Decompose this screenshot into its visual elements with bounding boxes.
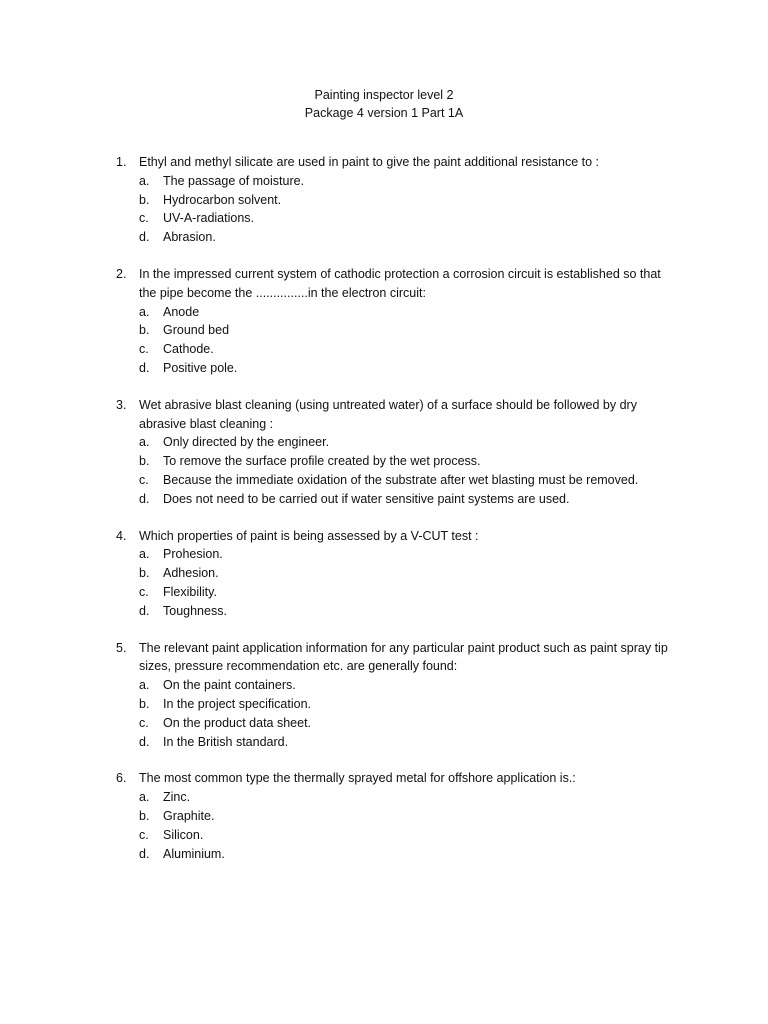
option-a bbox=[0, 788, 723, 807]
question-4 bbox=[0, 527, 768, 621]
option-text: Cathode. bbox=[163, 342, 214, 357]
option-b bbox=[0, 564, 723, 583]
question-stem bbox=[0, 769, 669, 788]
option-text: On the paint containers. bbox=[163, 678, 296, 693]
question-text: Wet abrasive blast cleaning (using untreated water) of a surface should be followed by dry abrasive blast cleaning : bbox=[139, 397, 637, 431]
option-text: Only directed by the engineer. bbox=[163, 435, 330, 450]
option-letter: a. bbox=[139, 304, 150, 319]
option-letter: b. bbox=[139, 808, 150, 823]
option-list bbox=[0, 303, 768, 378]
option-c bbox=[0, 583, 723, 602]
option-b bbox=[0, 807, 723, 826]
option-text: Prohesion. bbox=[163, 547, 223, 562]
option-list bbox=[0, 172, 768, 247]
question-6 bbox=[0, 769, 768, 863]
option-b bbox=[0, 452, 723, 471]
question-3 bbox=[0, 396, 768, 509]
question-number: 2. bbox=[116, 266, 127, 281]
option-letter: c. bbox=[139, 211, 149, 226]
option-text: Graphite. bbox=[163, 808, 215, 823]
option-letter: a. bbox=[139, 435, 150, 450]
option-letter: c. bbox=[139, 472, 149, 487]
option-a bbox=[0, 172, 723, 191]
option-letter: d. bbox=[139, 230, 150, 245]
option-letter: d. bbox=[139, 846, 150, 861]
option-letter: c. bbox=[139, 342, 149, 357]
option-c bbox=[0, 714, 723, 733]
option-letter: c. bbox=[139, 715, 149, 730]
option-a bbox=[0, 303, 723, 322]
option-text: On the product data sheet. bbox=[163, 715, 312, 730]
option-b bbox=[0, 695, 723, 714]
option-text: The passage of moisture. bbox=[163, 173, 305, 188]
option-list bbox=[0, 788, 768, 863]
option-c bbox=[0, 340, 723, 359]
option-d bbox=[0, 733, 723, 752]
option-text: To remove the surface profile created by the wet process. bbox=[163, 454, 481, 469]
question-stem bbox=[0, 265, 669, 303]
option-text: In the project specification. bbox=[163, 696, 311, 711]
option-letter: a. bbox=[139, 547, 150, 562]
option-letter: d. bbox=[139, 360, 150, 375]
option-d bbox=[0, 602, 723, 621]
option-c bbox=[0, 209, 723, 228]
question-number: 6. bbox=[116, 771, 127, 786]
option-list bbox=[0, 676, 768, 751]
document-title bbox=[0, 86, 768, 122]
option-text: Does not need to be carried out if water sensitive paint systems are used. bbox=[163, 491, 570, 506]
option-text: In the British standard. bbox=[163, 734, 289, 749]
option-letter: d. bbox=[139, 603, 150, 618]
question-text: Which properties of paint is being assessed by a V-CUT test : bbox=[139, 528, 479, 543]
title-line-2: Package 4 version 1 Part 1A bbox=[304, 106, 464, 120]
question-text: The most common type the thermally sprayed metal for offshore application is.: bbox=[139, 771, 576, 786]
option-letter: b. bbox=[139, 323, 150, 338]
option-letter: a. bbox=[139, 173, 150, 188]
option-text: Hydrocarbon solvent. bbox=[163, 192, 282, 207]
option-a bbox=[0, 676, 723, 695]
option-d bbox=[0, 359, 723, 378]
option-a bbox=[0, 433, 723, 452]
option-text: Aluminium. bbox=[163, 846, 225, 861]
question-text: The relevant paint application information for any particular paint product such as paint spray tip sizes, pressure recommendation etc. are generally found: bbox=[139, 640, 668, 674]
option-text: Zinc. bbox=[163, 790, 191, 805]
option-d bbox=[0, 845, 723, 864]
option-text: Adhesion. bbox=[163, 566, 219, 581]
option-d bbox=[0, 228, 723, 247]
option-letter: a. bbox=[139, 790, 150, 805]
question-stem bbox=[0, 527, 669, 546]
question-5 bbox=[0, 639, 768, 752]
option-d bbox=[0, 490, 723, 509]
option-text: Toughness. bbox=[163, 603, 227, 618]
option-letter: b. bbox=[139, 566, 150, 581]
title-line-1: Painting inspector level 2 bbox=[314, 88, 454, 102]
option-c bbox=[0, 471, 723, 490]
question-number: 3. bbox=[116, 397, 127, 412]
option-letter: c. bbox=[139, 827, 149, 842]
question-text: Ethyl and methyl silicate are used in paint to give the paint additional resistance to : bbox=[139, 155, 599, 169]
option-letter: c. bbox=[139, 584, 149, 599]
option-text: Abrasion. bbox=[163, 230, 216, 245]
option-letter: b. bbox=[139, 696, 150, 711]
option-text: Because the immediate oxidation of the substrate after wet blasting must be removed. bbox=[163, 472, 639, 487]
option-a bbox=[0, 545, 723, 564]
option-b bbox=[0, 321, 723, 340]
question-number: 1. bbox=[116, 155, 127, 169]
option-list bbox=[0, 545, 768, 620]
option-c bbox=[0, 826, 723, 845]
option-letter: d. bbox=[139, 734, 150, 749]
question-list bbox=[0, 153, 768, 881]
option-list bbox=[0, 433, 768, 508]
option-text: Positive pole. bbox=[163, 360, 238, 375]
option-letter: d. bbox=[139, 491, 150, 506]
option-letter: b. bbox=[139, 192, 150, 207]
option-b bbox=[0, 191, 723, 210]
option-text: Silicon. bbox=[163, 827, 204, 842]
option-letter: a. bbox=[139, 678, 150, 693]
option-text: Ground bed bbox=[163, 323, 230, 338]
option-text: UV-A-radiations. bbox=[163, 211, 255, 226]
option-text: Flexibility. bbox=[163, 584, 217, 599]
option-text: Anode bbox=[163, 304, 200, 319]
option-letter: b. bbox=[139, 454, 150, 469]
question-text: In the impressed current system of cathodic protection a corrosion circuit is established so that the pipe become the ...............in the electron circuit: bbox=[139, 266, 661, 300]
question-stem bbox=[0, 153, 669, 172]
question-number: 4. bbox=[116, 528, 127, 543]
question-number: 5. bbox=[116, 640, 127, 655]
question-1 bbox=[0, 153, 768, 247]
question-stem bbox=[0, 396, 669, 434]
question-2 bbox=[0, 265, 768, 378]
question-stem bbox=[0, 639, 669, 677]
